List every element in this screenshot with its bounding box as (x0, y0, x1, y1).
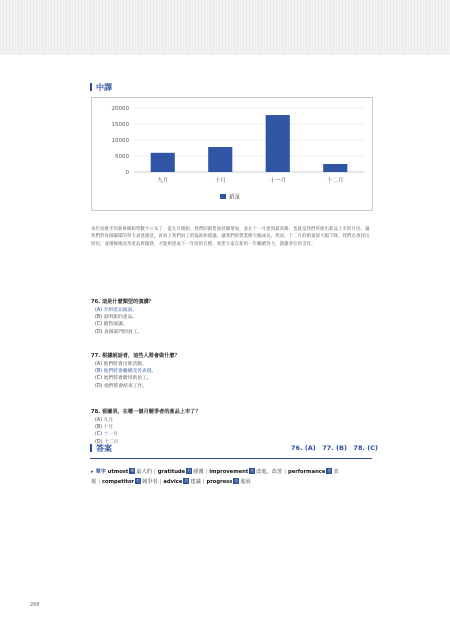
vocab-word: advice (163, 479, 183, 485)
option: (D) 表揚部門的員工。 (95, 329, 143, 335)
question-stem: 76. 這是什麼類型的演講？ (91, 299, 154, 305)
vocab-word: performance (288, 469, 326, 475)
bar (323, 164, 347, 172)
vocab-meaning: 進展 (240, 479, 251, 485)
vocab-meaning: 感激 (193, 469, 204, 475)
option: (C) 他們將會聘用新員工。 (95, 376, 152, 382)
chart-svg (92, 98, 372, 210)
bar (151, 153, 175, 172)
x-tick-label: 十二月 (326, 178, 344, 184)
separator: | (202, 479, 205, 485)
bullet-icon: ▸ (91, 469, 94, 475)
vocab-word: gratitude (157, 469, 186, 475)
x-tick-label: 十月 (214, 178, 226, 184)
part-of-speech-badge: 名 (136, 478, 141, 483)
bar (266, 115, 290, 172)
part-of-speech-badge: 名 (250, 468, 255, 473)
y-tick-label: 15000 (111, 122, 129, 128)
vocab-word: progress (206, 479, 233, 485)
divider (90, 458, 372, 459)
vocab-meaning: 改進，改善 (256, 469, 283, 475)
x-tick-label: 九月 (157, 178, 169, 184)
sales-bar-chart (91, 97, 373, 211)
option: (D) 他們將會結束工作。 (95, 383, 148, 389)
option: (B) 說明新的產品。 (95, 315, 138, 321)
option: (A) 他們將會出席活動。 (95, 362, 147, 367)
vocab-word: improvement (209, 469, 249, 475)
legend-swatch (220, 194, 226, 199)
option: (C) 銷售演講。 (95, 322, 128, 328)
vocab-meaning: 最大的 (136, 469, 152, 475)
part-of-speech-badge: 形 (130, 468, 135, 473)
vocab-word: competitor (101, 479, 135, 485)
y-tick-label: 5000 (115, 154, 129, 160)
vocab-meaning: 競爭者 (142, 479, 158, 485)
option: (B) 十月 (95, 425, 114, 431)
separator: | (284, 469, 286, 475)
answer-key: 76. (A) 77. (B) 78. (C) (291, 444, 378, 452)
vocabulary-list (91, 467, 381, 487)
separator: | (98, 479, 100, 485)
separator: | (205, 469, 208, 475)
option: (A) 九月 (95, 418, 114, 423)
y-tick-label: 10000 (111, 138, 129, 144)
translation-paragraph: 本年度歌手的新專輯銷售數字公布了：從九月開始，我們的銷售量持續增加，並在十一月達到最高峰，也就是我們所推出新品上市的月份。讓我們對每個團隊的努力表達謝意，再加上我們員工的協助和建議，讓我們的營業額大幅成長。然而，十二月的銷量卻大幅下降，我們必須找出原因，並積極地改善產品與服務，才能夠達成下一年度的目標。希望大家在新的一年繼續努力，謝謝各位的支持。 (91, 227, 370, 247)
question-76 (91, 298, 361, 336)
separator: | (153, 469, 156, 475)
x-tick-label: 十一月 (269, 178, 287, 184)
part-of-speech-badge: 名 (234, 478, 239, 483)
question-77 (91, 352, 361, 390)
option: (B) 他們將會繼續改善表現。 (95, 369, 157, 375)
part-of-speech-badge: 名 (184, 478, 189, 483)
header-band (0, 0, 450, 55)
vocab-meaning: 建議 (190, 479, 201, 485)
separator: | (159, 479, 162, 485)
option: (D) 十二月 (95, 439, 119, 445)
option: (C) 十一月 (95, 432, 119, 438)
y-tick-label: 0 (125, 170, 129, 176)
option: (A) 介紹產品演說。 (95, 308, 138, 313)
vocab-word: utmost (107, 469, 129, 475)
bar (208, 147, 232, 172)
question-stem: 78. 看圖表，在哪一個月競爭者的產品上市了？ (91, 409, 201, 415)
page-number: 268 (30, 602, 40, 608)
answer-section-title: 答案 (90, 443, 112, 454)
y-tick-label: 20000 (111, 106, 129, 112)
vocab-meaning: 表現 (91, 469, 339, 485)
legend-label: 銷量 (229, 194, 241, 201)
question-78 (91, 408, 361, 446)
vocab-title: 單字 (95, 469, 106, 475)
part-of-speech-badge: 名 (187, 468, 192, 473)
translation-section-title: 中譯 (90, 82, 112, 93)
part-of-speech-badge: 名 (327, 468, 332, 473)
question-stem: 77. 根據說話者，這些人將會做什麼？ (91, 353, 180, 359)
